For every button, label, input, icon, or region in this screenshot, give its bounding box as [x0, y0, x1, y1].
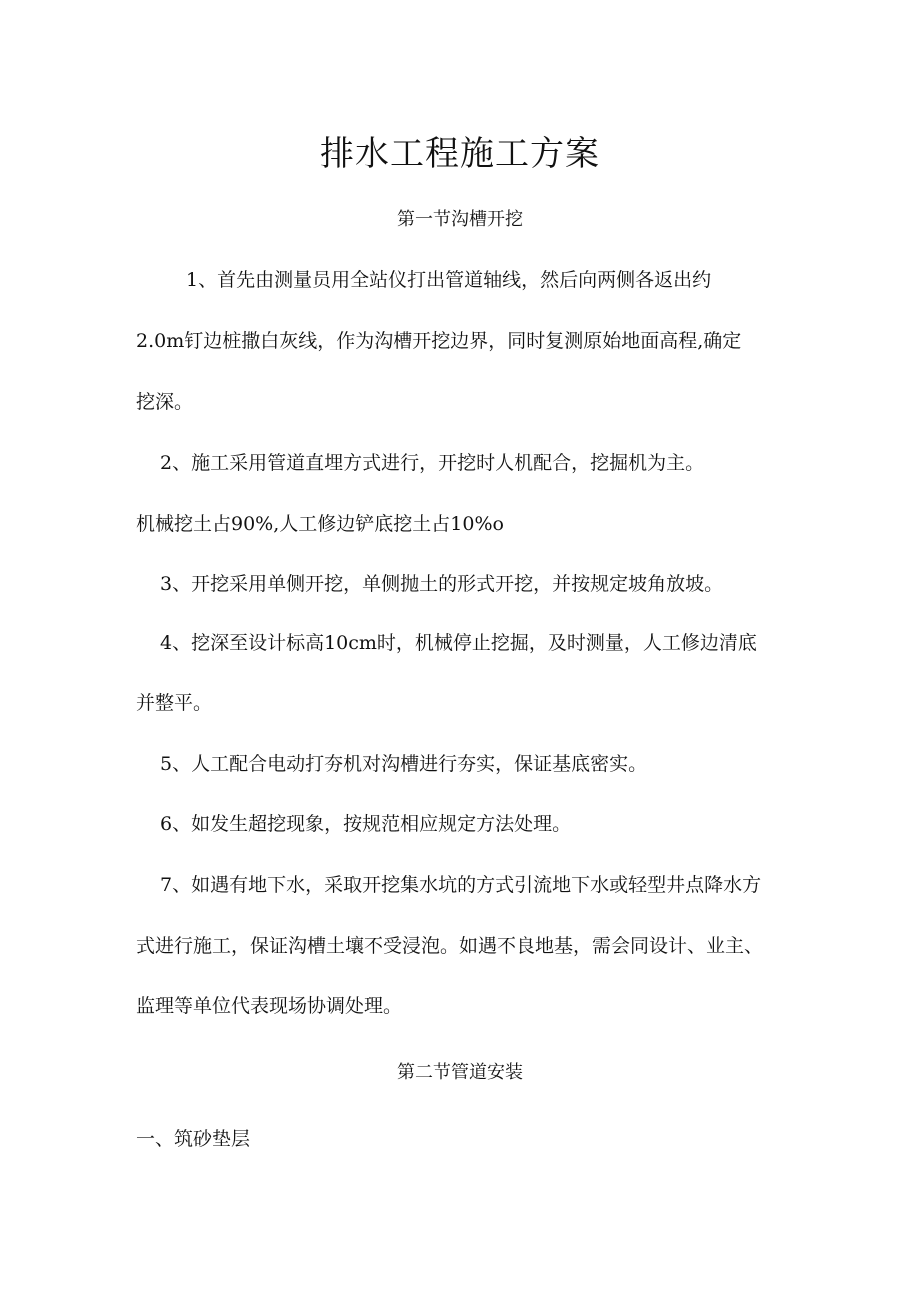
section-heading-1: 第一节沟槽开挖: [397, 209, 523, 230]
paragraph-2-line-1: 2、施工采用管道直埋方式进行，开挖时人机配合，挖掘机为主。: [160, 452, 705, 474]
paragraph-1-line-2: 2.0m钉边桩撒白灰线，作为沟槽开挖边界，同时复测原始地面高程,确定: [136, 330, 742, 352]
paragraph-6-line-1: 6、如发生超挖现象，按规范相应规定方法处理。: [160, 813, 572, 835]
paragraph-4-line-2: 并整平。: [136, 692, 213, 714]
paragraph-3-line-1: 3、开挖采用单侧开挖，单侧抛土的形式开挖，并按规定坡角放坡。: [160, 573, 724, 595]
document-title: 排水工程施工方案: [320, 134, 600, 174]
paragraph-7-line-3: 监理等单位代表现场协调处理。: [136, 995, 403, 1017]
paragraph-7-line-1: 7、如遇有地下水，采取开挖集水坑的方式引流地下水或轻型井点降水方: [160, 874, 762, 896]
paragraph-4-line-1: 4、挖深至设计标高10cm时，机械停止挖掘，及时测量，人工修边清底: [160, 632, 757, 654]
paragraph-1-line-3: 挖深。: [136, 391, 194, 413]
subsection-heading-1: 一、筑砂垫层: [136, 1128, 251, 1150]
section-heading-2: 第二节管道安装: [397, 1062, 523, 1083]
paragraph-1-line-1: 1、首先由测量员用全站仪打出管道轴线，然后向两侧各返出约: [186, 269, 712, 291]
paragraph-7-line-2: 式进行施工，保证沟槽土壤不受浸泡。如遇不良地基，需会同设计、业主、: [136, 935, 764, 957]
paragraph-5-line-1: 5、人工配合电动打夯机对沟槽进行夯实，保证基底密实。: [160, 753, 648, 775]
paragraph-2-line-2: 机械挖土占90%,人工修边铲底挖土占10%o: [136, 513, 504, 535]
